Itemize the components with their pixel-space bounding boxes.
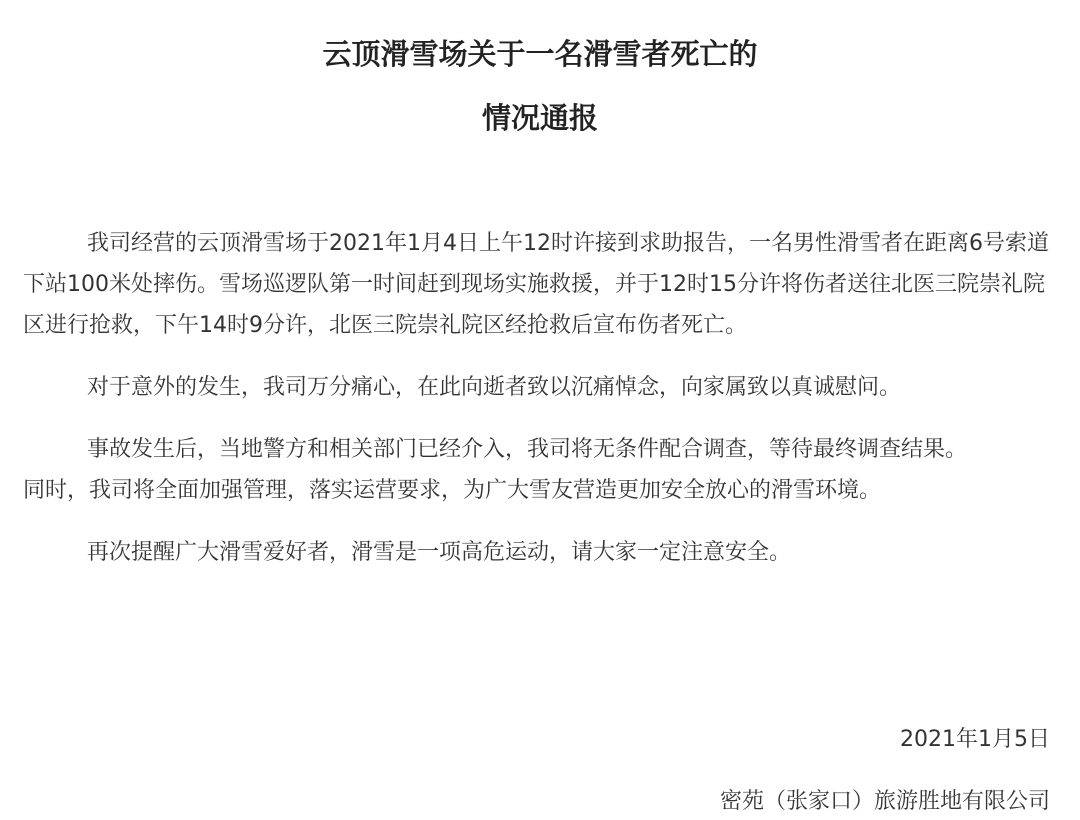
paragraph-management: 同时，我司将全面加强管理，落实运营要求，为广大雪友营造更加安全放心的滑雪环境。 xyxy=(23,478,882,503)
paragraph-condolence: 对于意外的发生，我司万分痛心，在此向逝者致以沉痛悼念，向家属致以真诚慰问。 xyxy=(87,375,902,400)
notice-body xyxy=(23,223,1059,573)
signature-date: 2021年1月5日 xyxy=(900,727,1050,752)
notice-title-line1: 云顶滑雪场关于一名滑雪者死亡的 xyxy=(322,37,758,71)
notice-title-line2: 情况通报 xyxy=(481,101,598,135)
paragraph-safety-reminder: 再次提醒广大滑雪爱好者，滑雪是一项高危运动，请大家一定注意安全。 xyxy=(87,540,792,565)
paragraph-investigation: 事故发生后，当地警方和相关部门已经介入，我司将无条件配合调查，等待最终调查结果。 xyxy=(87,437,968,462)
signature-company: 密苑（张家口）旅游胜地有限公司 xyxy=(719,789,1050,814)
paragraph-incident: 我司经营的云顶滑雪场于2021年1月4日上午12时许接到求助报告，一名男性滑雪者在距离6号索道下站100米处摔伤。雪场巡逻队第一时间赶到现场实施救援，并于12时15分许将伤者送往北医三院崇礼院区进行抢救，下午14时9分许，北医三院崇礼院区经抢救后宣布伤者死亡。 xyxy=(23,231,1049,338)
